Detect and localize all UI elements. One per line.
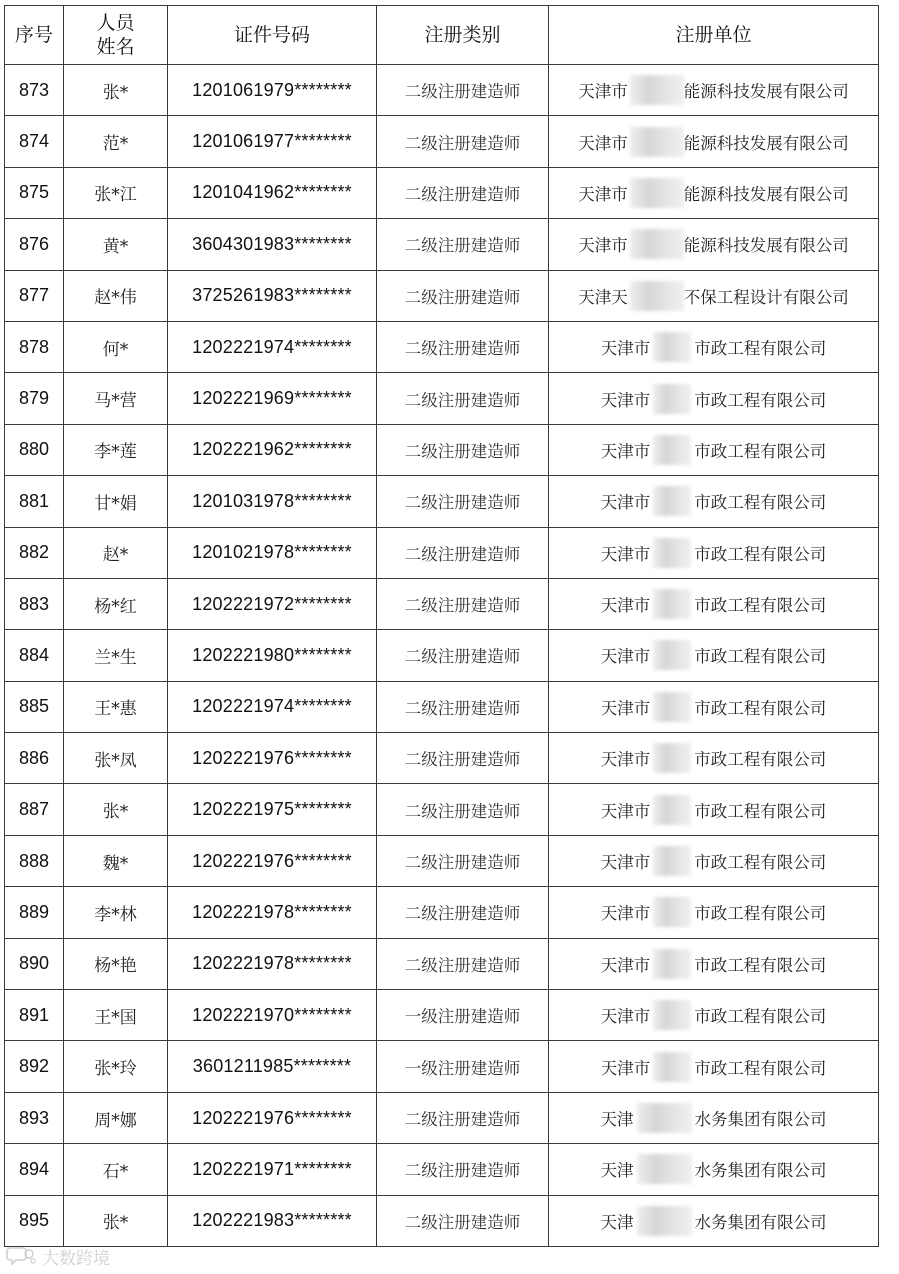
cell-id-number: 1202221970******** bbox=[168, 990, 377, 1041]
reg-unit-suffix: 能源科技发展有限公司 bbox=[683, 133, 849, 153]
redacted-text-blur bbox=[630, 75, 684, 105]
cell-seq: 886 bbox=[5, 733, 64, 784]
cell-seq: 873 bbox=[5, 65, 64, 116]
cell-seq: 889 bbox=[5, 887, 64, 938]
table-row bbox=[5, 578, 879, 629]
watermark-text: 大数跨境 bbox=[42, 1248, 110, 1269]
cell-id-number: 1201041962******** bbox=[168, 167, 377, 218]
cell-id-number: 1202221976******** bbox=[168, 733, 377, 784]
cell-id-number: 1202221971******** bbox=[168, 1144, 377, 1195]
reg-unit-suffix: 市政工程有限公司 bbox=[694, 596, 827, 616]
table-row bbox=[5, 476, 879, 527]
cell-reg-unit bbox=[549, 938, 879, 989]
table-row bbox=[5, 938, 879, 989]
cell-name: 李*莲 bbox=[64, 424, 168, 475]
cell-reg-type: 二级注册建造师 bbox=[377, 938, 549, 989]
cell-reg-unit bbox=[549, 1195, 879, 1246]
cell-name: 王*国 bbox=[64, 990, 168, 1041]
table-row bbox=[5, 321, 879, 372]
table-row bbox=[5, 784, 879, 835]
reg-unit-suffix: 市政工程有限公司 bbox=[694, 441, 827, 461]
cell-name: 赵*伟 bbox=[64, 270, 168, 321]
cell-name: 杨*红 bbox=[64, 578, 168, 629]
reg-unit-suffix: 市政工程有限公司 bbox=[694, 698, 827, 718]
table-row bbox=[5, 1144, 879, 1195]
reg-unit-suffix: 水务集团有限公司 bbox=[694, 1161, 827, 1181]
reg-unit-suffix: 市政工程有限公司 bbox=[694, 493, 827, 513]
table-row bbox=[5, 1092, 879, 1143]
reg-unit-prefix: 天津市 bbox=[600, 441, 651, 461]
cell-reg-unit bbox=[549, 373, 879, 424]
cell-id-number: 1202221976******** bbox=[168, 1092, 377, 1143]
cell-id-number: 1202221974******** bbox=[168, 681, 377, 732]
cell-reg-unit bbox=[549, 784, 879, 835]
cell-reg-type: 二级注册建造师 bbox=[377, 1144, 549, 1195]
redacted-text-blur bbox=[637, 1206, 692, 1236]
cell-seq: 877 bbox=[5, 270, 64, 321]
redacted-text-blur bbox=[653, 538, 691, 568]
reg-unit-prefix: 天津市 bbox=[600, 750, 651, 770]
cell-reg-unit bbox=[549, 887, 879, 938]
cell-name: 周*娜 bbox=[64, 1092, 168, 1143]
header-name-line2: 姓名 bbox=[96, 36, 135, 58]
reg-unit-prefix: 天津 bbox=[600, 1161, 634, 1181]
reg-unit-suffix: 市政工程有限公司 bbox=[694, 544, 827, 564]
reg-unit-prefix: 天津市 bbox=[600, 544, 651, 564]
reg-unit-prefix: 天津市 bbox=[600, 801, 651, 821]
cell-reg-unit bbox=[549, 321, 879, 372]
cell-seq: 888 bbox=[5, 835, 64, 886]
cell-reg-type: 二级注册建造师 bbox=[377, 1195, 549, 1246]
table-row bbox=[5, 527, 879, 578]
cell-reg-type: 二级注册建造师 bbox=[377, 476, 549, 527]
reg-unit-suffix: 市政工程有限公司 bbox=[694, 955, 827, 975]
cell-seq: 887 bbox=[5, 784, 64, 835]
cell-reg-type: 二级注册建造师 bbox=[377, 784, 549, 835]
cell-reg-type: 二级注册建造师 bbox=[377, 270, 549, 321]
cell-seq: 874 bbox=[5, 116, 64, 167]
cell-seq: 882 bbox=[5, 527, 64, 578]
reg-unit-prefix: 天津市 bbox=[600, 339, 651, 359]
cell-name: 兰*生 bbox=[64, 630, 168, 681]
reg-unit-suffix: 市政工程有限公司 bbox=[694, 1007, 827, 1027]
reg-unit-prefix: 天津市 bbox=[578, 82, 628, 102]
header-name-line1: 人员 bbox=[96, 12, 135, 34]
cell-reg-type: 二级注册建造师 bbox=[377, 835, 549, 886]
table-row bbox=[5, 1195, 879, 1246]
table-header-row bbox=[5, 6, 879, 65]
redacted-text-blur bbox=[653, 332, 691, 362]
table-row bbox=[5, 219, 879, 270]
reg-unit-suffix: 市政工程有限公司 bbox=[694, 801, 827, 821]
cell-reg-unit bbox=[549, 630, 879, 681]
cell-seq: 890 bbox=[5, 938, 64, 989]
cell-name: 张* bbox=[64, 65, 168, 116]
cell-reg-unit bbox=[549, 65, 879, 116]
cell-seq: 878 bbox=[5, 321, 64, 372]
reg-unit-prefix: 天津 bbox=[600, 1110, 634, 1129]
cell-seq: 883 bbox=[5, 578, 64, 629]
table-row bbox=[5, 424, 879, 475]
cell-id-number: 3601211985******** bbox=[168, 1041, 377, 1092]
cell-id-number: 1202221962******** bbox=[168, 424, 377, 475]
cell-id-number: 3604301983******** bbox=[168, 219, 377, 270]
reg-unit-prefix: 天津市 bbox=[578, 133, 628, 153]
cell-reg-type: 二级注册建造师 bbox=[377, 733, 549, 784]
cell-id-number: 1202221972******** bbox=[168, 578, 377, 629]
cell-reg-unit bbox=[549, 116, 879, 167]
cell-name: 张* bbox=[64, 1195, 168, 1246]
reg-unit-prefix: 天津市 bbox=[600, 1058, 651, 1078]
cell-id-number: 1202221983******** bbox=[168, 1195, 377, 1246]
table-row bbox=[5, 270, 879, 321]
header-seq: 序号 bbox=[5, 6, 64, 65]
registration-table bbox=[4, 5, 879, 1247]
cell-reg-unit bbox=[549, 990, 879, 1041]
cell-seq: 892 bbox=[5, 1041, 64, 1092]
cell-reg-type: 二级注册建造师 bbox=[377, 578, 549, 629]
reg-unit-prefix: 天津市 bbox=[600, 647, 651, 667]
redacted-text-blur bbox=[653, 384, 691, 414]
reg-unit-prefix: 天津天 bbox=[578, 287, 628, 307]
reg-unit-suffix: 市政工程有限公司 bbox=[694, 390, 827, 410]
cell-name: 何* bbox=[64, 321, 168, 372]
table-row bbox=[5, 1041, 879, 1092]
cell-reg-type: 二级注册建造师 bbox=[377, 65, 549, 116]
reg-unit-suffix: 市政工程有限公司 bbox=[694, 750, 827, 770]
cell-name: 赵* bbox=[64, 527, 168, 578]
table-row bbox=[5, 373, 879, 424]
cell-reg-type: 二级注册建造师 bbox=[377, 630, 549, 681]
table-row bbox=[5, 733, 879, 784]
cell-name: 张*江 bbox=[64, 167, 168, 218]
redacted-text-blur bbox=[637, 1103, 692, 1133]
cell-reg-type: 一级注册建造师 bbox=[377, 990, 549, 1041]
reg-unit-suffix: 市政工程有限公司 bbox=[694, 853, 827, 873]
reg-unit-prefix: 天津市 bbox=[600, 390, 651, 410]
redacted-text-blur bbox=[653, 589, 691, 619]
cell-reg-type: 二级注册建造师 bbox=[377, 681, 549, 732]
table-row bbox=[5, 167, 879, 218]
cell-name: 魏* bbox=[64, 835, 168, 886]
cell-name: 马*营 bbox=[64, 373, 168, 424]
redacted-text-blur bbox=[653, 640, 691, 670]
table-row bbox=[5, 835, 879, 886]
cell-seq: 880 bbox=[5, 424, 64, 475]
reg-unit-suffix: 市政工程有限公司 bbox=[694, 647, 827, 667]
redacted-text-blur bbox=[653, 1052, 691, 1082]
reg-unit-suffix: 水务集团有限公司 bbox=[694, 1212, 827, 1232]
redacted-text-blur bbox=[653, 435, 691, 465]
header-reg-type: 注册类别 bbox=[377, 6, 549, 65]
table-row bbox=[5, 630, 879, 681]
cell-id-number: 1202221978******** bbox=[168, 887, 377, 938]
header-id-number: 证件号码 bbox=[168, 6, 377, 65]
reg-unit-suffix: 能源科技发展有限公司 bbox=[683, 236, 849, 256]
cell-id-number: 1202221980******** bbox=[168, 630, 377, 681]
cell-name: 张* bbox=[64, 784, 168, 835]
header-reg-unit: 注册单位 bbox=[549, 6, 879, 65]
cell-id-number: 1201021978******** bbox=[168, 527, 377, 578]
reg-unit-suffix: 能源科技发展有限公司 bbox=[683, 184, 849, 204]
cell-reg-type: 二级注册建造师 bbox=[377, 887, 549, 938]
cell-id-number: 1201031978******** bbox=[168, 476, 377, 527]
cell-reg-type: 二级注册建造师 bbox=[377, 219, 549, 270]
redacted-text-blur bbox=[653, 486, 691, 516]
reg-unit-prefix: 天津市 bbox=[600, 698, 651, 718]
cell-name: 王*惠 bbox=[64, 681, 168, 732]
cell-seq: 895 bbox=[5, 1195, 64, 1246]
cell-reg-unit bbox=[549, 1144, 879, 1195]
reg-unit-suffix: 不保工程设计有限公司 bbox=[683, 287, 849, 307]
cell-reg-type: 一级注册建造师 bbox=[377, 1041, 549, 1092]
cell-seq: 881 bbox=[5, 476, 64, 527]
header-name bbox=[64, 6, 168, 65]
cell-reg-unit bbox=[549, 835, 879, 886]
cell-id-number: 1202221974******** bbox=[168, 321, 377, 372]
table-row bbox=[5, 990, 879, 1041]
cell-name: 范* bbox=[64, 116, 168, 167]
reg-unit-suffix: 水务集团有限公司 bbox=[694, 1110, 827, 1129]
reg-unit-prefix: 天津市 bbox=[600, 904, 651, 924]
cell-reg-unit bbox=[549, 270, 879, 321]
reg-unit-prefix: 天津市 bbox=[578, 236, 628, 256]
cell-name: 黄* bbox=[64, 219, 168, 270]
cell-id-number: 3725261983******** bbox=[168, 270, 377, 321]
cell-reg-unit bbox=[549, 476, 879, 527]
reg-unit-prefix: 天津市 bbox=[600, 955, 651, 975]
cell-id-number: 1202221976******** bbox=[168, 835, 377, 886]
redacted-text-blur bbox=[653, 1000, 691, 1030]
table-row bbox=[5, 681, 879, 732]
cell-reg-unit bbox=[549, 578, 879, 629]
reg-unit-prefix: 天津市 bbox=[600, 493, 651, 513]
cell-reg-type: 二级注册建造师 bbox=[377, 424, 549, 475]
redacted-text-blur bbox=[630, 127, 684, 157]
cell-reg-type: 二级注册建造师 bbox=[377, 167, 549, 218]
cell-name: 李*林 bbox=[64, 887, 168, 938]
cell-seq: 893 bbox=[5, 1092, 64, 1143]
cell-reg-unit bbox=[549, 1092, 879, 1143]
reg-unit-suffix: 市政工程有限公司 bbox=[694, 1058, 827, 1078]
reg-unit-prefix: 天津市 bbox=[600, 1007, 651, 1027]
reg-unit-prefix: 天津 bbox=[600, 1212, 634, 1232]
cell-name: 张*凤 bbox=[64, 733, 168, 784]
cell-reg-unit bbox=[549, 681, 879, 732]
redacted-text-blur bbox=[653, 897, 691, 927]
table-row bbox=[5, 65, 879, 116]
table-body bbox=[5, 65, 879, 1247]
cell-id-number: 1202221978******** bbox=[168, 938, 377, 989]
cell-reg-type: 二级注册建造师 bbox=[377, 116, 549, 167]
cell-seq: 876 bbox=[5, 219, 64, 270]
cell-reg-unit bbox=[549, 167, 879, 218]
reg-unit-prefix: 天津市 bbox=[600, 853, 651, 873]
watermark bbox=[6, 1243, 110, 1269]
cell-reg-unit bbox=[549, 219, 879, 270]
cell-seq: 879 bbox=[5, 373, 64, 424]
reg-unit-prefix: 天津市 bbox=[578, 184, 628, 204]
reg-unit-suffix: 市政工程有限公司 bbox=[694, 904, 827, 924]
speech-bubble-logo-icon bbox=[6, 1245, 36, 1267]
cell-name: 甘*娟 bbox=[64, 476, 168, 527]
cell-reg-type: 二级注册建造师 bbox=[377, 1092, 549, 1143]
cell-reg-unit bbox=[549, 1041, 879, 1092]
redacted-text-blur bbox=[653, 692, 691, 722]
redacted-text-blur bbox=[637, 1154, 692, 1184]
cell-id-number: 1202221975******** bbox=[168, 784, 377, 835]
cell-seq: 894 bbox=[5, 1144, 64, 1195]
cell-id-number: 1201061979******** bbox=[168, 65, 377, 116]
cell-seq: 885 bbox=[5, 681, 64, 732]
cell-name: 张*玲 bbox=[64, 1041, 168, 1092]
cell-name: 石* bbox=[64, 1144, 168, 1195]
redacted-text-blur bbox=[653, 743, 691, 773]
cell-reg-unit bbox=[549, 424, 879, 475]
redacted-text-blur bbox=[653, 949, 691, 979]
table-row bbox=[5, 887, 879, 938]
cell-reg-unit bbox=[549, 733, 879, 784]
redacted-text-blur bbox=[630, 229, 684, 259]
reg-unit-prefix: 天津市 bbox=[600, 596, 651, 616]
cell-reg-type: 二级注册建造师 bbox=[377, 373, 549, 424]
cell-name: 杨*艳 bbox=[64, 938, 168, 989]
cell-seq: 875 bbox=[5, 167, 64, 218]
table-row bbox=[5, 116, 879, 167]
cell-reg-type: 二级注册建造师 bbox=[377, 321, 549, 372]
cell-id-number: 1202221969******** bbox=[168, 373, 377, 424]
cell-reg-type: 二级注册建造师 bbox=[377, 527, 549, 578]
cell-seq: 891 bbox=[5, 990, 64, 1041]
cell-seq: 884 bbox=[5, 630, 64, 681]
redacted-text-blur bbox=[653, 795, 691, 825]
reg-unit-suffix: 市政工程有限公司 bbox=[694, 339, 827, 359]
redacted-text-blur bbox=[653, 846, 691, 876]
cell-id-number: 1201061977******** bbox=[168, 116, 377, 167]
cell-reg-unit bbox=[549, 527, 879, 578]
redacted-text-blur bbox=[630, 178, 684, 208]
redacted-text-blur bbox=[630, 281, 684, 311]
reg-unit-suffix: 能源科技发展有限公司 bbox=[683, 82, 849, 102]
